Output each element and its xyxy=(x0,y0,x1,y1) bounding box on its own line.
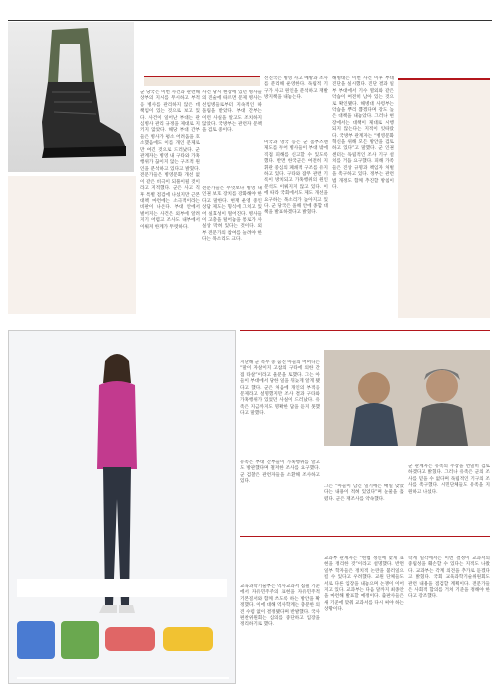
text-column-3: 전문가들은 무엇보다 병영 내 인권 보호 장치를 강화해야 한다고 말한다. 현재 운영 중인 상담 제도는 형식에 그치고 있어 실효성이 떨어진다. 병사들이 고충을 털어놓을 통로가 사실상 막혀 있다는 것이다. 외부 전문가의 참여를 늘려야 한다는 목소리도 크다. xyxy=(202,186,262,243)
article2-text-3: 그는 “아들이 남긴 일기에는 매일 맞았다는 내용이 적혀 있었다”며 눈물을 흘렸다. 군은 재조사를 약속했다. xyxy=(324,484,404,502)
article-label-text xyxy=(144,77,260,79)
article2-rule xyxy=(240,330,490,331)
text-column-4: 선진국은 병영 사고 예방과 조사를 분리해 운영한다. 독립적 기구가 사고 원인을 분석하고 재발 방지책을 내놓는다. xyxy=(264,76,328,101)
article3-rule xyxy=(240,536,490,537)
article3-text-2: 교과부 관계자는 “헌법 정신에 맞게 표현을 정리한 것”이라고 설명했다. 반면 일부 학자들은 정치적 논란을 불러일으킬 수 있다고 우려했다. 교원 단체들도 서로 다른 입장을 내놓으며 논쟁이 이어지고 있다. 교과부는 다음 달까지 최종안을 마련해 발표할 예정이다. 출판사들은 새 기준에 맞춰 교과서를 다시 써야 하는 상황이다. xyxy=(324,556,404,613)
parent-photo xyxy=(324,350,490,446)
suicide-bar-chart xyxy=(401,86,487,134)
article-label xyxy=(144,76,260,86)
text-column-1: 군 당국은 이번 사건과 관련해 상부의 지시를 무시하고 부적응 병사를 관리하지 않은 데 책임이 있는 것으로 보고 있다. 사건이 일어난 부대는 관심병사 관리 규정을 제대로 지키지 않았다. 해당 부대 간부들은 병사가 평소 어려움을 호소했음에도 이를 개인 문제로만 여긴 것으로 드러났다. 군 관계자는 병영 내 구타와 가혹행위가 끊이지 않는 구조적 원인을 분석하고 있다고 밝혔다. 전문가들은 병영문화 개선 없이 같은 비극이 되풀이될 것이라고 지적했다. 군은 사고 직후 특별 점검에 나섰지만 근본 대책 마련에는 소극적이라는 비판이 나온다. 부대 안에서 벌어지는 사건은 외부에 알려지기 어렵고 조사도 내부에서 이뤄져 한계가 뚜렷하다. xyxy=(140,90,200,230)
text-column-2: 사건 당시 현장에 있던 병사들의 진술에 따르면 문제 병사는 선임병들로부터 지속적인 따돌림을 받았다. 부대 간부는 이런 사실을 알고도 조치하지 않았다. 국방부는 관련자 문책을 검토 중이다. xyxy=(202,90,262,134)
text-column-5: 미국과 영국 등은 군 옴부즈맨 제도를 두어 병사들이 부대 밖에 직접 피해를 신고할 수 있도록 했다. 반면 한국군은 여전히 지휘관 중심의 폐쇄적 구조를 유지하고 있다. 구타와 잡무 관련 기록이 방치되고 가혹행위의 원인 분석도 이뤄지지 않고 있다. 이에 따라 국회에서도 제도 개선을 요구하는 목소리가 높아지고 있다. 군 당국은 올해 안에 종합 대책을 발표하겠다고 밝혔다. xyxy=(264,140,328,216)
article2-text-1: 지난해 군 복무 중 숨진 아들의 어머니는 “말이 자살이지 고참의 구타에 의한 간접 타살”이라고 울분을 토했다. 그는 아들이 부대에서 당한 일을 뒤늦게 알게 됐다고 했다. 군은 처음에 개인의 부적응 문제라고 설명했지만 조사 결과 구타와 가혹행위가 있었던 사실이 드러났다. 유족은 지금까지도 명확한 답을 듣지 못했다고 말했다. xyxy=(240,360,320,417)
ad-footer xyxy=(17,677,229,679)
text-column-6: 해병대는 이번 사건 이후 부대 진단을 실시했다. 진단 결과 일부 부대에서 기수 열외와 같은 악습이 여전히 남아 있는 것으로 확인됐다. 해병대 사령부는 악습을 뿌리 뽑겠다며 강도 높은 대책을 내놓았다. 그러나 현장에서는 대책이 제대로 시행되지 않는다는 지적이 잇따랐다. 국방부 관계자는 “병영문화 혁신을 위해 모든 방안을 검토하고 있다”고 말했다. 군 인권센터는 독립적인 조사 기구 설치를 거듭 요구했다. 피해 가족들은 진상 규명과 책임자 처벌을 촉구하고 있다. 정부는 관련 법 개정도 함께 추진할 방침이다. xyxy=(332,76,394,190)
masthead xyxy=(8,6,492,21)
shoe-red xyxy=(105,627,155,651)
advertisement xyxy=(8,330,236,684)
ad-products xyxy=(17,621,227,661)
shoe-yellow xyxy=(163,627,213,651)
ad-model xyxy=(87,349,147,617)
article2-text-2: 유족은 부대 간부들이 가혹행위를 알고도 방관했다며 철저한 조사를 요구했다. 군 검찰은 관련자들을 소환해 조사하고 있다. xyxy=(240,460,320,485)
timeline-box xyxy=(8,176,136,314)
ad-logo xyxy=(17,579,227,597)
article3-text-1: 교육과학기술부는 역사교과서 집필 기준에서 자유민주주의 표현을 자유민주적 기본질서와 함께 쓰도록 하는 방안을 확정했다. 이에 대해 역사학계는 충분한 의견 수렴 없이 결정됐다며 반발했다. 국사편찬위원회는 심의를 중단하고 입장을 정리하기로 했다. xyxy=(240,584,320,628)
sidebar-box xyxy=(398,78,490,318)
article3-text-3: 학계 일각에서는 이번 결정이 교과서의 중립성을 훼손할 수 있다는 지적도 나왔다. 교과부는 각계 의견을 추가로 듣겠다고 밝혔다. 국회 교육과학기술위원회도 관련 내용을 점검할 계획이다. 전문가들은 사회적 합의를 거쳐 기준을 정해야 한다고 강조했다. xyxy=(408,556,490,600)
boot-photo xyxy=(8,22,134,172)
jacket-green xyxy=(61,621,99,659)
article2-text-4: 군 관계자는 유족의 주장을 면밀히 검토하겠다고 밝혔다. 그러나 유족은 군의 조사를 믿을 수 없다며 독립적인 기구의 조사를 촉구했다. 시민단체들도 유족을 지원하고 나섰다. xyxy=(408,464,490,495)
jacket-blue xyxy=(17,621,55,659)
